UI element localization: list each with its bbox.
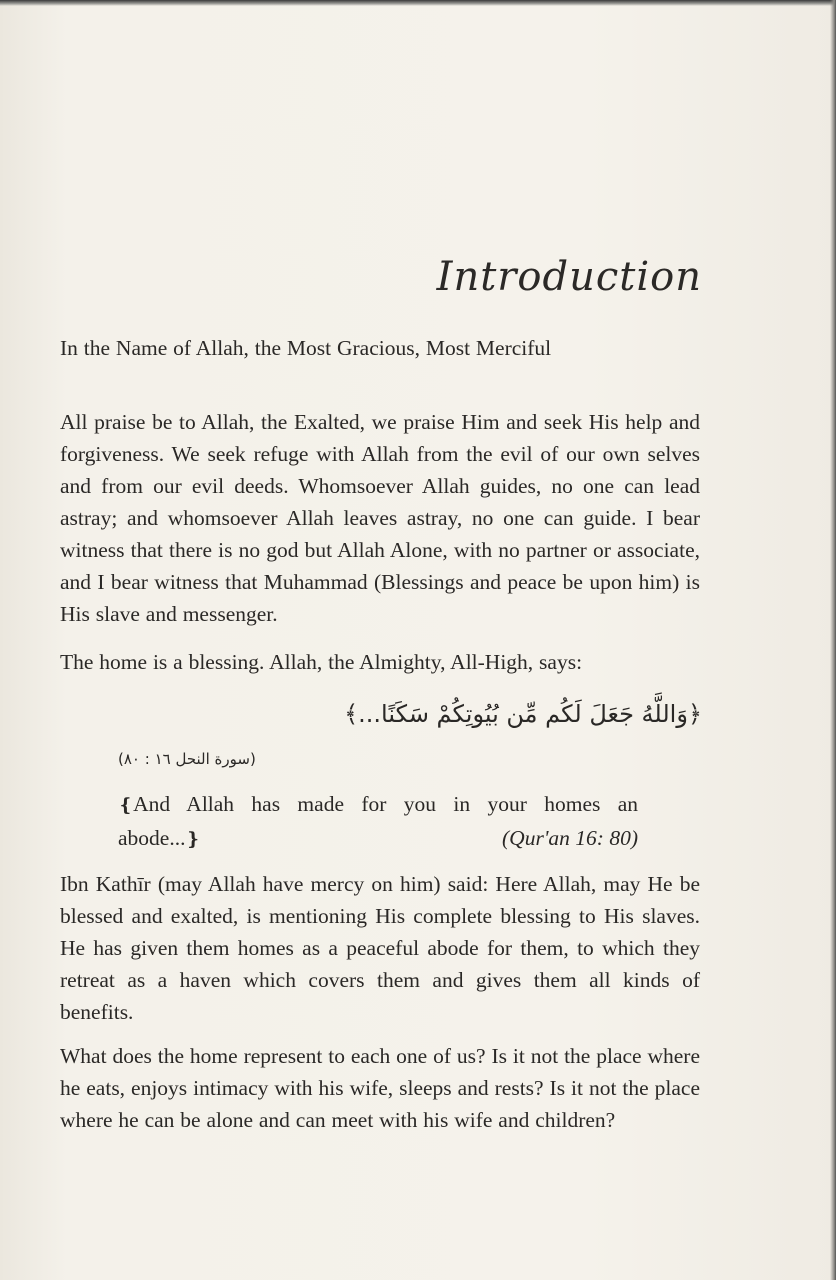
page-top-edge xyxy=(0,0,836,6)
verse-translation xyxy=(118,788,638,856)
translation-text-2: abode... xyxy=(118,826,186,850)
translation-reference: (Qur'an 16: 80) xyxy=(502,826,638,850)
translation-line-2 xyxy=(118,822,638,856)
translation-line-1 xyxy=(118,788,638,822)
open-bracket: ❴ xyxy=(118,795,134,816)
basmala-line: In the Name of Allah, the Most Gracious, Most Merciful xyxy=(60,336,552,360)
chapter-title: Introduction xyxy=(436,254,702,300)
page-right-edge xyxy=(830,0,836,1280)
close-bracket: ❵ xyxy=(185,829,201,850)
translation-line-2-text xyxy=(118,822,201,856)
praise-paragraph: All praise be to Allah, the Exalted, we praise Him and seek His help and forgiveness. We seek refuge with Allah from the evil of our own selves and from our evil deeds. Whomsoever Allah guides, no one can lead astray; and whomsoever Allah leaves astray, no one can guide. I bear witness that there is no god but Allah Alone, with no partner or associate, and I bear witness that Muhammad (Blessings and peace be upon him) is His slave and messenger. xyxy=(60,410,700,626)
quran-reference-arabic: (سورة النحل ١٦ : ٨٠) xyxy=(118,750,256,768)
ibn-kathir-paragraph: Ibn Kathīr (may Allah have mercy on him) said: Here Allah, may He be blessed and exalted, is mentioning His complete blessing to His slaves. He has given them homes as a peaceful abode for them, to which they retreat as a haven which covers them and gives them all kinds of benefits. xyxy=(60,872,700,1024)
question-paragraph: What does the home represent to each one of us? Is it not the place where he eats, enjoys intimacy with his wife, sleeps and rests? Is it not the place where he can be alone and can meet with his wife and children? xyxy=(60,1044,700,1132)
translation-text-1: And Allah has made for you in your homes an xyxy=(133,792,638,816)
home-blessing-paragraph: The home is a blessing. Allah, the Almighty, All-High, says: xyxy=(60,650,583,674)
quran-verse-arabic: ﴿وَاللَّهُ جَعَلَ لَكُم مِّن بُيُوتِكُمْ سَكَنًا...﴾ xyxy=(344,700,702,728)
